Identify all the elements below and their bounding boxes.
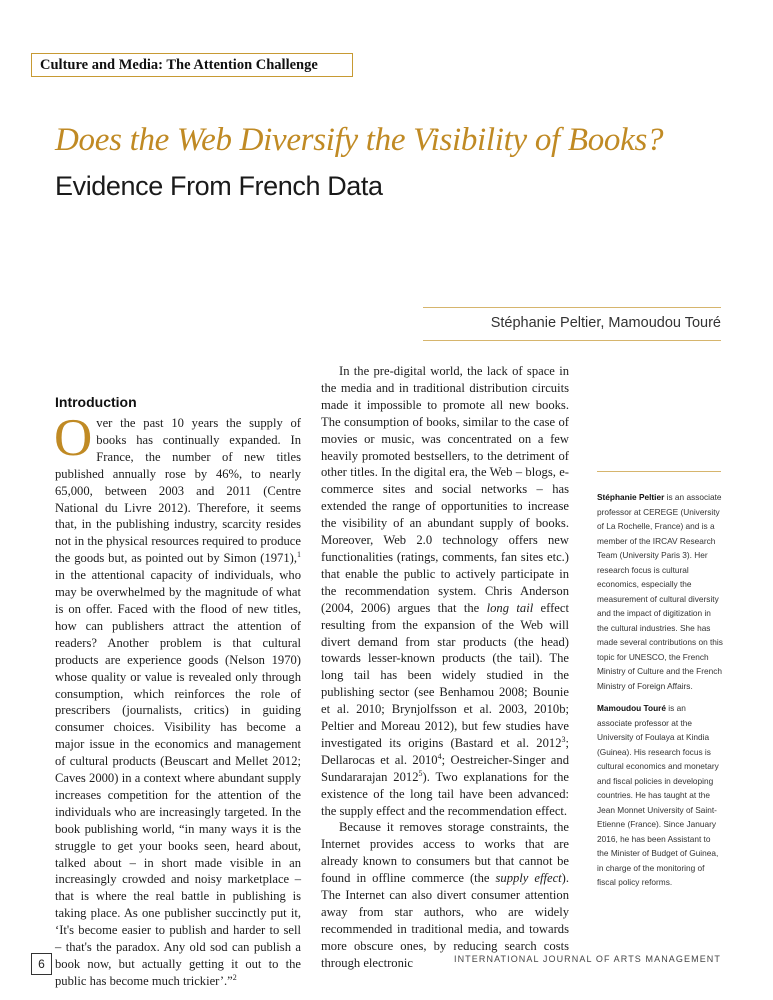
footnote-ref-3[interactable]: 3 xyxy=(561,734,566,744)
bio-name-peltier: Stéphanie Peltier xyxy=(597,492,665,502)
col2-text-b: effect resulting from the expansion of the Web will divert demand from star products (the head) towards lesser-known products (the tail). The long tail has been widely studied in the publishing sector (see Benhamou 2008; Bounie et al. 2010; Brynjolfsson et al. 2003, 2010b; Peltier and Moreau 2012), but few studies have investigated its origins (Bastard et al. 2012 xyxy=(321,600,569,750)
col2-p2-text-b: ). The Internet can also divert consumer attention away from star authors, who are widely recommended in traditional media, and towards more obscure ones, by reducing search costs through electronic xyxy=(321,871,570,970)
footnote-ref-5[interactable]: 5 xyxy=(418,768,423,778)
author-bio-peltier xyxy=(597,490,723,693)
authors-line: Stéphanie Peltier, Mamoudou Touré xyxy=(490,315,721,331)
bio-text-toure: is an associate professor at the University of Foulaya at Kindia (Guinea). His research focus is cultural economics and monetary and fiscal policies in developing countries. He has taught at the Jean Monnet University of Saint-Etienne (France). Since January 2016, he has been Assistant to the Minister of Budget of Guinea, in charge of the monitoring of fiscal policy reforms. xyxy=(597,703,719,887)
col2-paragraph-1 xyxy=(321,363,569,819)
supply-effect-emphasis: supply effect xyxy=(495,871,562,886)
long-tail-emphasis: long tail xyxy=(486,600,534,615)
footnote-ref-2[interactable]: 2 xyxy=(232,972,237,982)
col2-text-a: In the pre-digital world, the lack of space in the media and in traditional distribution circuits made it impossible to promote all new books. The consumption of books, similar to the case of movies or music, was concentrated on a few heavily promoted bestsellers, to the detriment of other titles. In the digital era, the Web – blogs, e-commerce sites and social networks – has extended the range of opportunities to increase the visibility of an abundant supply of books. Moreover, Web 2.0 technology offers new functionalities (ratings, comments, fan sites etc.) that enable the public to actively participate in the recommendation system. Chris Anderson (2004, 2006) argues that the xyxy=(321,364,569,615)
footnote-ref-1[interactable]: 1 xyxy=(297,550,301,560)
column-1 xyxy=(55,393,301,990)
intro-text-a: ver the past 10 years the supply of books has continually expanded. In France, the number of new titles published annually rose by 46%, to nearly 65,000, between 2003 and 2011 (Centre National du Livre 2012). Therefore, it seems that, in the publishing industry, scarcity resides not in the physical resources required to produce the goods but, as pointed out by Simon (1971), xyxy=(55,416,301,566)
bio-name-toure: Mamoudou Touré xyxy=(597,703,666,713)
col2-p2-text-a: Because it removes storage constraints, the Internet provides access to works that are already known to consumers but that cannot be found in offline commerce (the xyxy=(321,820,569,886)
authors-top-rule xyxy=(423,307,721,308)
introduction-heading: Introduction xyxy=(55,394,137,410)
authors-bottom-rule xyxy=(423,340,721,341)
intro-text-b: in the attentional capacity of individuals, who may be overwhelmed by the magnitude of what is on offer. Faced with the flood of new titles, how can publishers attract the attention of readers? Another problem is that cultural products are experience goods (Nelson 1970) whose quality or value is revealed only through consumption, which reinforces the role of prescribers (journalists, critics) in guiding consumer choices. Visibility has become a major issue in the economics and management of cultural products (Beuscart and Mellet 2012; Caves 2000) in a context where abundant supply increases competition for the attention of the individuals who are increasingly targeted. In the book publishing world, “in many ways it is the struggle to get your books seen, heard about, talked about – in short made visible in an increasingly crowded and noisy marketplace – that is where the real battle in publishing is taking place. As one publisher succinctly put it, ‘It's become easier to publish and harder to sell – that's the paradox. Any old sod can publish a book now, but actually getting it out to the public has become much trickier’.” xyxy=(55,568,301,988)
footnote-ref-4[interactable]: 4 xyxy=(437,751,442,761)
journal-name-footer: INTERNATIONAL JOURNAL OF ARTS MANAGEMENT xyxy=(453,954,721,964)
sidebar-rule xyxy=(597,471,721,472)
col2-text-c: ; Dellarocas et al. 2010 xyxy=(321,735,569,767)
section-tag: Culture and Media: The Attention Challenge xyxy=(31,53,353,77)
drop-cap: O xyxy=(54,409,93,467)
article-title: Does the Web Diversify the Visibility of Books? xyxy=(55,122,664,158)
col2-text-e: ). Two explanations for the existence of the long tail have been advanced: the supply effect and the recommendation effect. xyxy=(321,769,569,818)
col2-paragraph-2 xyxy=(321,819,569,971)
col2-text-d: ; Oestreicher-Singer and Sundararajan 2012 xyxy=(321,752,569,784)
author-bios-sidebar xyxy=(597,490,723,898)
page-number: 6 xyxy=(31,953,52,975)
article-subtitle: Evidence From French Data xyxy=(55,171,383,201)
intro-paragraph xyxy=(54,409,301,990)
bio-text-peltier: is an associate professor at CEREGE (University of La Rochelle, France) and is a member of the IRCAV Research Team (University Paris 3). Her research focus is cultural economics, especially the measurement of cultural diversity and the impact of digitization in the cultural industries. She has made several contributions on this topic for UNESCO, the French Ministry of Culture and the French Ministry of Foreign Affairs. xyxy=(597,492,723,691)
column-2 xyxy=(321,363,569,972)
author-bio-toure xyxy=(597,701,723,890)
